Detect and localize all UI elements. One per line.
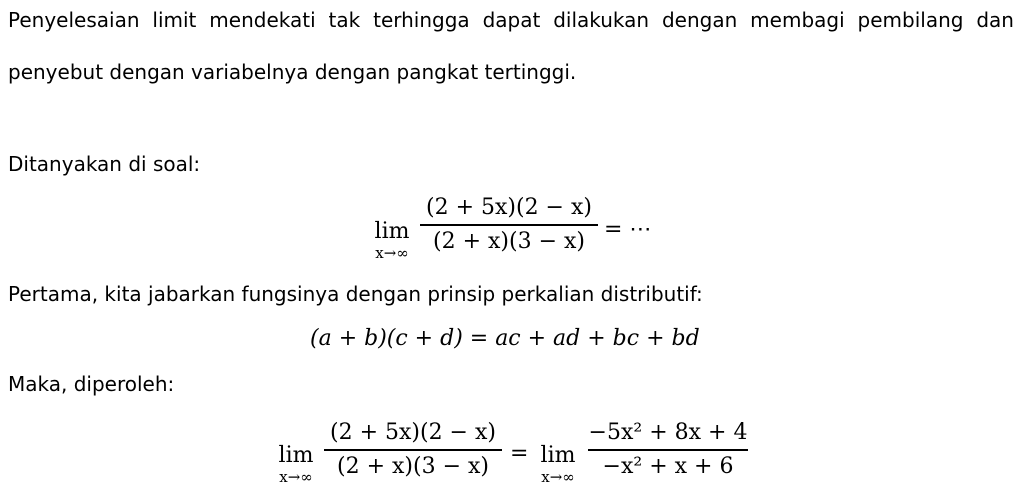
fraction-bar (420, 224, 598, 226)
step1-label: Pertama, kita jabarkan fungsinya dengan prinsip perkalian distributif: (8, 282, 703, 306)
limit-operator: lim (374, 219, 410, 244)
result-left-numerator: (2 + 5x)(2 − x) (330, 420, 496, 445)
result-left-denominator: (2 + x)(3 − x) (337, 453, 489, 479)
result-equals: = (510, 441, 529, 466)
question-numerator: (2 + 5x)(2 − x) (426, 195, 592, 220)
fraction-bar (588, 449, 748, 451)
limit-subscript: x→∞ (279, 468, 313, 486)
question-equals-ellipsis: = ⋯ (604, 217, 652, 242)
distributive-rule: (a + b)(c + d) = ac + ad + bc + bd (310, 326, 700, 351)
intro-line-2: penyebut dengan variabelnya dengan pangkat tertinggi. (8, 60, 577, 84)
result-limit-left (272, 444, 320, 486)
question-denominator: (2 + x)(3 − x) (433, 228, 585, 254)
limit-operator: lim (540, 443, 576, 468)
limit-subscript: x→∞ (375, 244, 409, 262)
result-right-denominator: −x² + x + 6 (602, 453, 734, 479)
intro-line-1: Penyelesaian limit mendekati tak terhingga dapat dilakukan dengan membagi pembilang dan (8, 8, 1014, 32)
question-fraction (420, 194, 598, 256)
step2-label: Maka, diperoleh: (8, 372, 175, 396)
result-right-numerator: −5x² + 8x + 4 (588, 420, 748, 445)
result-left-fraction (324, 419, 502, 481)
result-limit-right (534, 444, 582, 486)
result-right-fraction (588, 419, 748, 481)
question-limit (368, 220, 416, 262)
question-label: Ditanyakan di soal: (8, 152, 201, 176)
fraction-bar (324, 449, 502, 451)
limit-operator: lim (278, 443, 314, 468)
limit-subscript: x→∞ (541, 468, 575, 486)
